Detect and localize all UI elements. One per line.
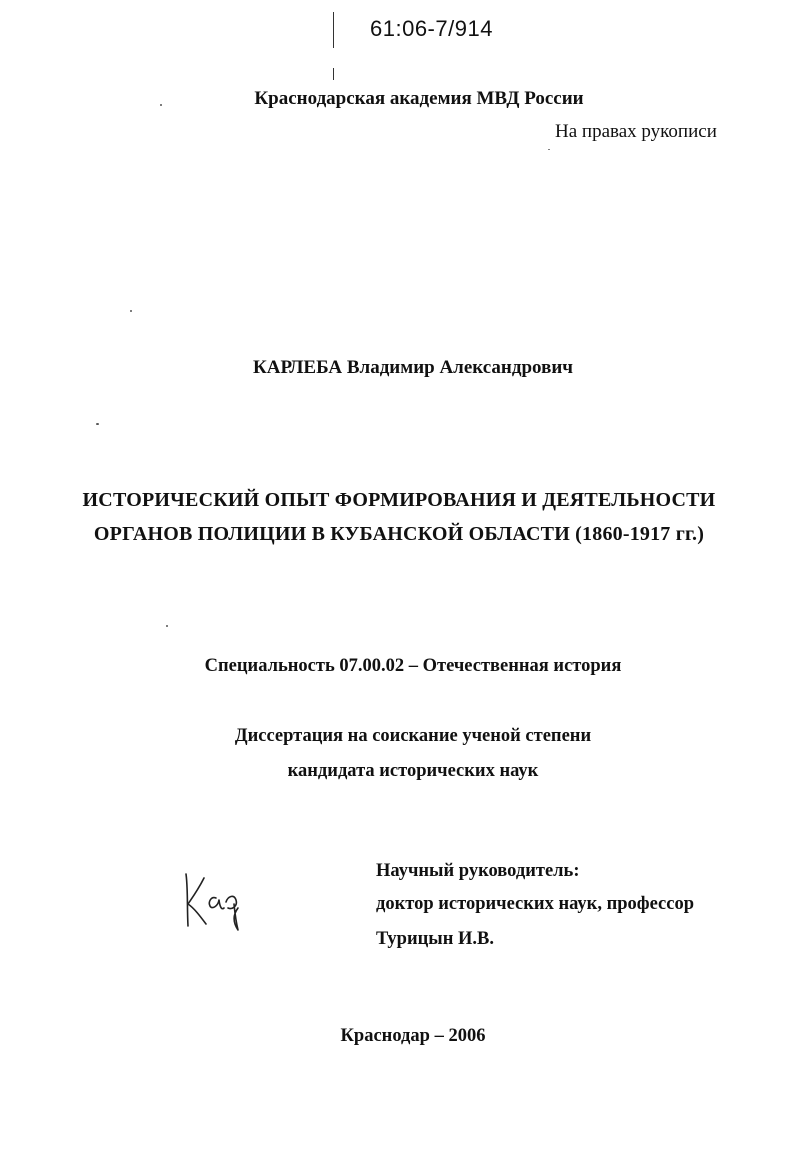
author-name: КАРЛЕБА Владимир Александрович: [253, 357, 573, 378]
specialty: Специальность 07.00.02 – Отечественная история: [204, 656, 622, 676]
city-and-year: Краснодар – 2006: [340, 1026, 486, 1046]
scan-speck: [96, 423, 99, 425]
handwritten-signature-icon: [178, 868, 248, 934]
degree-statement-line-2: кандидата исторических наук: [287, 761, 539, 781]
advisor-name: Турицын И.В.: [376, 929, 494, 949]
advisor-degree: доктор исторических наук, профессор: [376, 894, 694, 914]
margin-line-mark: [333, 68, 334, 80]
scan-speck: [166, 625, 168, 627]
catalog-number: 61:06-7/914: [370, 16, 493, 41]
scan-speck: [548, 149, 550, 150]
scan-speck: [130, 310, 132, 312]
institution-name: Краснодарская академия МВД России: [254, 88, 584, 109]
scan-speck: [160, 104, 162, 106]
degree-statement-line-1: Диссертация на соискание ученой степени: [234, 726, 592, 746]
dissertation-title-line-2: ОРГАНОВ ПОЛИЦИИ В КУБАНСКОЙ ОБЛАСТИ (1860-1917 гг.): [93, 523, 705, 545]
margin-line-mark: [333, 12, 334, 48]
manuscript-rights-note: На правах рукописи: [555, 121, 717, 142]
advisor-label: Научный руководитель:: [376, 861, 580, 881]
dissertation-title-line-1: ИСТОРИЧЕСКИЙ ОПЫТ ФОРМИРОВАНИЯ И ДЕЯТЕЛЬНОСТИ: [82, 489, 716, 511]
